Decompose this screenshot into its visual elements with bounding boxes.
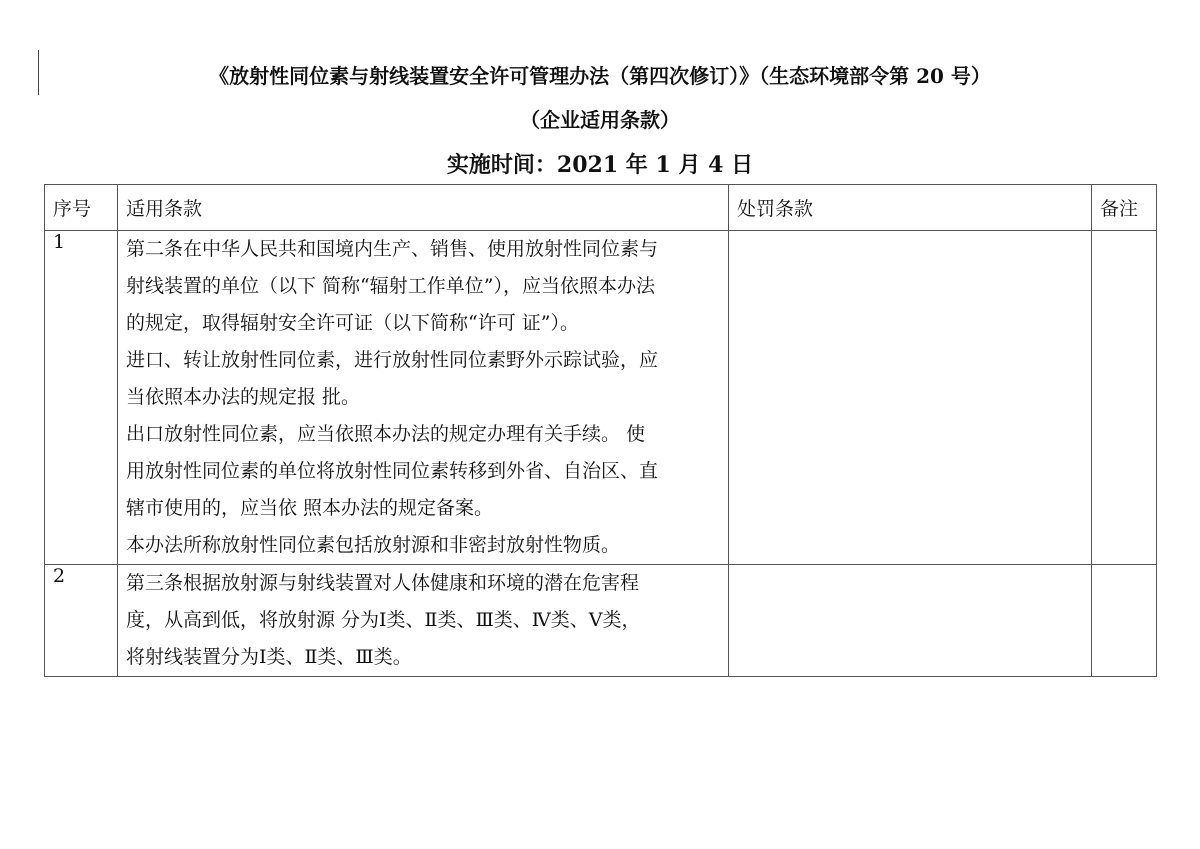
header-note: 备注 — [1092, 185, 1157, 231]
clause-cell — [118, 565, 729, 677]
clause-line: 射线装置的单位（以下 简称“辐射工作单位”），应当依照本办法 — [126, 275, 655, 297]
clause-line: 第三条根据放射源与射线装置对人体健康和环境的潜在危害程 — [126, 572, 640, 594]
document-title: 《放射性同位素与射线装置安全许可管理办法（第四次修订）》（生态环境部令第 20 号） — [209, 64, 991, 88]
note-cell — [1092, 565, 1157, 677]
clause-line: 当依照本办法的规定报 批。 — [126, 386, 361, 408]
document-subtitle: （企业适用条款） — [520, 108, 680, 132]
clause-line: 第二条在中华人民共和国境内生产、销售、使用放射性同位素与 — [126, 238, 659, 260]
clause-line: 辖市使用的，应当依 照本办法的规定备案。 — [126, 497, 494, 519]
header-clause: 适用条款 — [118, 185, 729, 231]
table-row — [45, 231, 1157, 565]
clauses-table — [44, 184, 1157, 677]
row-number: 2 — [45, 565, 118, 677]
header-no: 序号 — [45, 185, 118, 231]
clause-line: 度，从高到低，将放射源 分为Ⅰ类、Ⅱ类、Ⅲ类、Ⅳ类、Ⅴ类， — [126, 609, 641, 631]
clause-line: 将射线装置分为Ⅰ类、Ⅱ类、Ⅲ类。 — [126, 646, 412, 668]
header-penalty: 处罚条款 — [729, 185, 1092, 231]
note-cell — [1092, 231, 1157, 565]
clause-line: 用放射性同位素的单位将放射性同位素转移到外省、自治区、直 — [126, 460, 659, 482]
row-number: 1 — [45, 231, 118, 565]
effective-date: 实施时间：2021 年 1 月 4 日 — [446, 152, 754, 178]
penalty-cell — [729, 231, 1092, 565]
clause-line: 的规定，取得辐射安全许可证（以下简称“许可 证”）。 — [126, 312, 579, 334]
table-header-row — [45, 185, 1157, 231]
clause-line: 出口放射性同位素，应当依照本办法的规定办理有关手续。 使 — [126, 423, 646, 445]
clause-line: 进口、转让放射性同位素，进行放射性同位素野外示踪试验，应 — [126, 349, 659, 371]
table-row — [45, 565, 1157, 677]
penalty-cell — [729, 565, 1092, 677]
clause-line: 本办法所称放射性同位素包括放射源和非密封放射性物质。 — [126, 534, 621, 556]
clause-cell — [118, 231, 729, 565]
